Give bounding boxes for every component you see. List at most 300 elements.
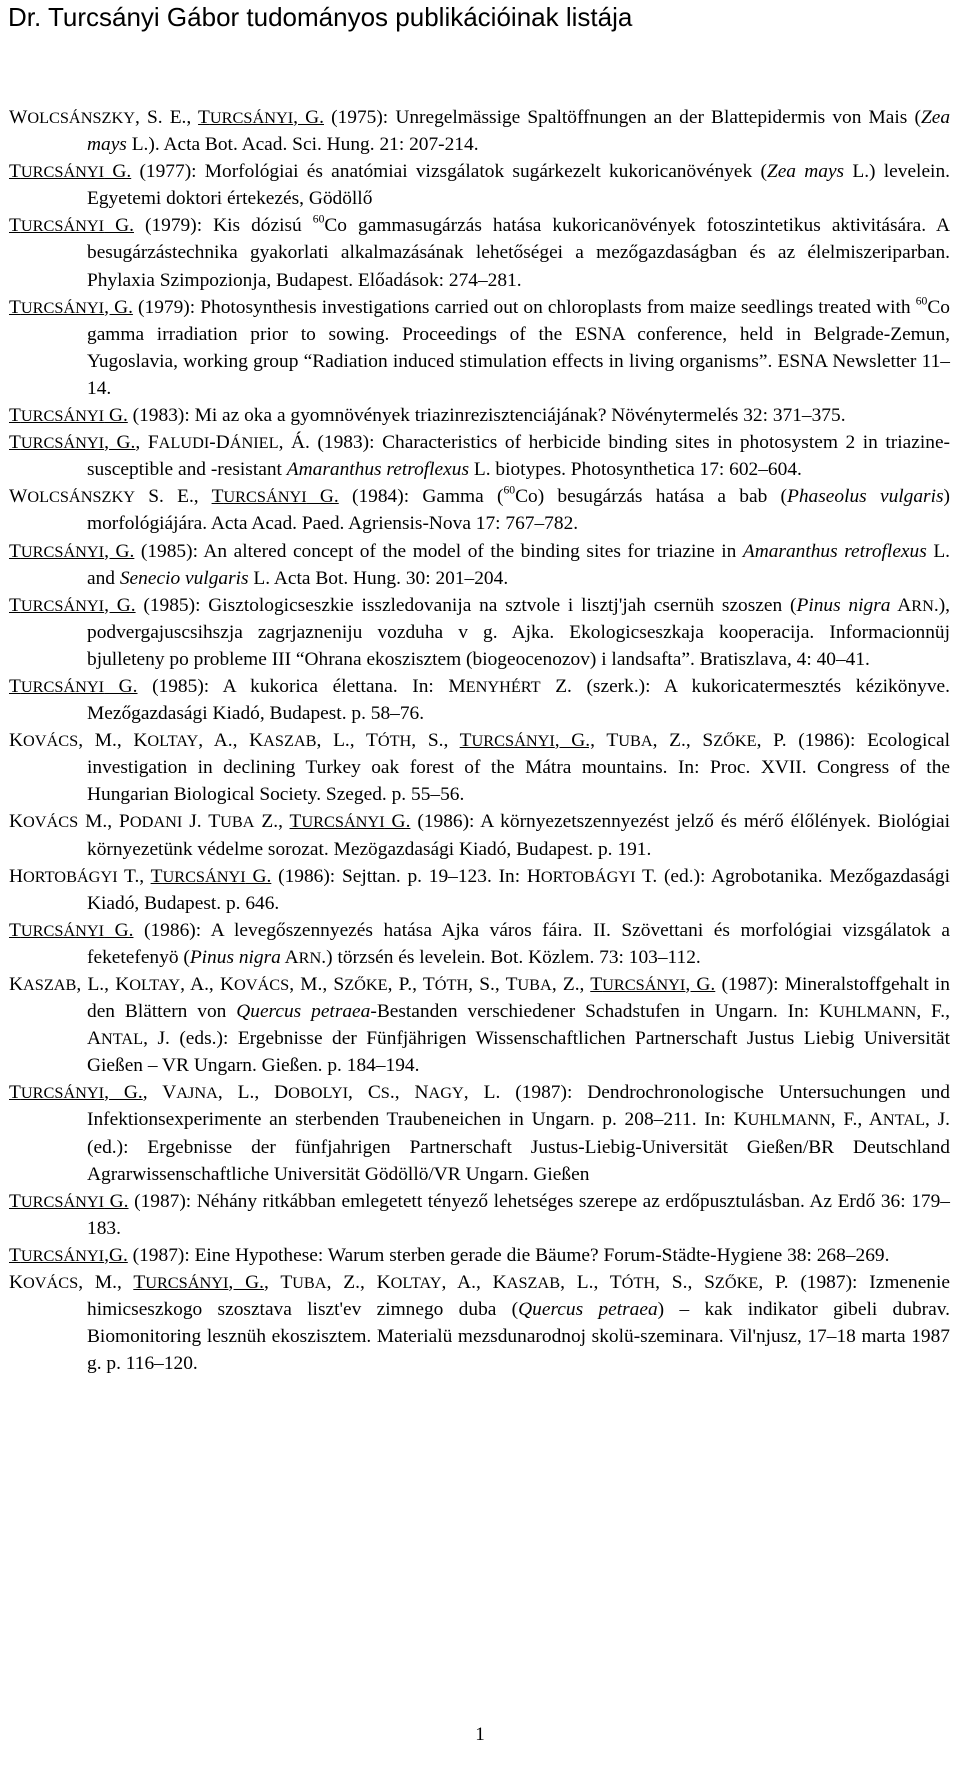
entry-text: .), podvergajuscsihszja zagrjazneniju vozduha v g. Ajka. Ekologicseszkaja kooperacija. Informacionnüj bjulleteny po probleme III “Ohrana ekoszisztem (biogeocenozov) i landsafta”. Bratiszlava, 4: 40–41. <box>87 594 950 670</box>
name-smallcaps: UBA <box>517 975 552 994</box>
name-initial: K <box>9 974 24 995</box>
text-run <box>87 1028 950 1076</box>
name-smallcaps: RN <box>911 595 934 615</box>
author-name <box>423 974 468 995</box>
author-name <box>493 1272 560 1293</box>
author-name <box>366 730 411 751</box>
name-smallcaps: ALUDI <box>158 433 210 453</box>
author-name <box>819 1001 916 1022</box>
publication-entry <box>9 158 950 212</box>
author-name <box>897 595 934 616</box>
publication-entry <box>9 1188 950 1242</box>
name-initial: T <box>133 1272 146 1294</box>
entry-text: M., <box>78 811 120 833</box>
text-run <box>128 405 846 426</box>
name-smallcaps: S <box>380 1083 390 1103</box>
author-name <box>87 1028 143 1049</box>
text-run <box>468 974 505 995</box>
author-name <box>9 1245 104 1266</box>
text-run <box>916 1001 950 1022</box>
author-name <box>734 1109 831 1130</box>
page-number: 1 <box>475 1724 485 1745</box>
name-initial: A <box>868 1109 883 1131</box>
author-name <box>869 1109 925 1130</box>
species-name: Phaseolus vulgaris <box>787 486 944 508</box>
publication-entry <box>9 1079 950 1187</box>
entry-text: , L., <box>76 974 116 995</box>
entry-text: S. E., <box>134 486 212 508</box>
text-run <box>120 568 249 589</box>
entry-text: Co) besugárzás hatása a bab ( <box>515 486 787 508</box>
entry-text: , M., <box>78 1272 134 1294</box>
name-initial: K <box>819 1001 834 1023</box>
author-name <box>115 974 180 995</box>
entry-text: G. <box>104 919 134 941</box>
text-run <box>249 568 509 589</box>
entry-text: (1977): Morfológiai és anatómiai vizsgálatok sugárkezelt kukoricanövények ( <box>131 161 767 183</box>
author-name <box>448 676 540 697</box>
name-smallcaps: ZŐKE <box>714 1273 759 1293</box>
name-smallcaps: NTAL <box>882 1110 926 1130</box>
entry-text: , G. <box>104 296 133 318</box>
name-smallcaps: URCSÁNYI <box>20 920 105 940</box>
entry-text: , J. (eds.): Ergebnisse der Fünfjährigen Wissenschaftlichen Partnerschaft Justus Liebig Universität Gießen – VR Ungarn. Gießen. p. 184–194. <box>87 1028 950 1077</box>
text-run <box>653 730 703 751</box>
text-run <box>198 730 249 751</box>
entry-text: (1983): Mi az oka a gyomnövények triazinrezisztenciájának? Növénytermelés 32: 371–375. <box>127 405 846 427</box>
author-name <box>148 432 209 453</box>
entry-text: , M., <box>289 974 334 995</box>
text-run <box>218 1082 274 1103</box>
name-initial: T <box>9 919 21 941</box>
author-name <box>702 730 756 751</box>
name-smallcaps: URCSÁNYI <box>20 162 105 182</box>
entry-text: (1979): Kis dózisú <box>133 215 313 237</box>
text-run <box>289 974 333 995</box>
entry-text: Co gamma irradiation prior to sowing. Proceedings of the ESNA conference, held in Belgrade-Zemun, Yugoslavia, working group “Radiation induced stimulation effects in living organisms”. ESNA Newsletter 11–14. <box>87 296 950 399</box>
name-smallcaps: URCSÁNYI <box>20 297 105 317</box>
text-run <box>385 811 411 832</box>
name-initial: T <box>280 1272 293 1294</box>
publication-entry <box>9 727 950 808</box>
name-initial: T <box>211 486 224 508</box>
name-smallcaps: ODANI <box>129 812 183 832</box>
author-name <box>216 432 279 453</box>
entry-text: , M., <box>78 730 134 752</box>
name-initial: T <box>459 730 472 752</box>
entry-text: G. <box>104 1190 129 1212</box>
entry-text: , G., <box>554 730 596 752</box>
entry-text: , Z., <box>652 730 703 752</box>
text-run <box>595 730 606 751</box>
name-smallcaps: ORTOBÁGYI <box>23 866 118 886</box>
text-run <box>118 866 151 887</box>
name-smallcaps: ASZAB <box>263 731 317 751</box>
name-smallcaps: URCSÁNYI <box>20 541 105 561</box>
entry-text: , J. (ed.): Ergebnisse der fünfjahrigen Partnerschaft Justus-Liebig-Universität Gießen/BR Deutschland Agrarwissenschaftliche Universität Gödöllö/VR Ungarn. Gießen <box>87 1109 950 1185</box>
entry-text: G. <box>104 405 128 427</box>
author-name <box>212 486 307 507</box>
entry-text: , S., <box>468 974 506 995</box>
name-initial: A <box>284 946 299 968</box>
name-initial: D <box>215 432 230 454</box>
name-initial: T <box>9 161 21 183</box>
text-run <box>271 866 527 887</box>
name-smallcaps: RN <box>298 947 322 967</box>
name-smallcaps: ORTOBÁGYI <box>540 866 636 886</box>
name-initial: W <box>9 486 28 508</box>
name-initial: T <box>9 540 21 562</box>
text-run <box>182 811 208 832</box>
publication-entry <box>9 592 950 673</box>
entry-text: , A., <box>180 974 220 995</box>
author-name <box>9 920 104 941</box>
text-run <box>104 595 136 616</box>
name-smallcaps: URCSÁNYI <box>301 812 385 832</box>
text-run <box>87 1191 950 1239</box>
name-smallcaps: OLTAY <box>147 731 199 751</box>
entry-text: (1987): Eine Hypothese: Warum sterben gerade die Bäume? Forum-Städte-Hygiene 38: 268–269. <box>127 1244 890 1266</box>
entry-text: L.) levelein. Egyetemi doktori értekezés, Gödöllő <box>87 161 950 210</box>
entry-text: , A., <box>441 1272 493 1294</box>
publication-entry <box>9 917 950 971</box>
name-smallcaps: ZŐKE <box>344 975 388 994</box>
text-run <box>442 1272 493 1293</box>
name-initial: T <box>198 107 210 128</box>
entry-text: ., <box>389 1082 415 1104</box>
entry-text: , S. E., <box>134 107 199 128</box>
text-run <box>831 1109 869 1130</box>
name-initial: T <box>422 974 435 995</box>
entry-text: Co gammasugárzás hatása kukoricanövények fotoszintetikus aktivitására. A besugárzástechnika gyakorlati alkalmazásának lehetőségei a mezőgazdaságban és az élelmiszeriparban. Phylaxia Szimpozionja, Budapest. Előadások: 274–281. <box>87 215 951 291</box>
author-name <box>133 730 198 751</box>
text-run <box>78 730 133 751</box>
author-name <box>133 1272 228 1293</box>
text-run <box>131 161 767 182</box>
entry-text: , F., <box>830 1109 869 1131</box>
name-smallcaps: UBA <box>220 812 255 832</box>
author-name <box>377 1272 442 1293</box>
text-run <box>348 1082 381 1103</box>
entry-text: , P. (1986): Ecological investigation in declining Turkey oak forest of the Mátra mountains. In: Proc. XVII. Congress of the Hungarian Biological Society. Szeged. p. 55–56. <box>87 730 950 806</box>
name-initial: S <box>702 730 714 752</box>
text-run <box>560 1272 610 1293</box>
entry-text: G. <box>104 161 132 183</box>
name-initial: K <box>733 1109 748 1131</box>
entry-text: L. biotypes. Photosynthetica 17: 602–604. <box>469 459 802 481</box>
author-name <box>9 486 135 507</box>
entry-text: , G. <box>293 107 324 128</box>
publication-entry <box>9 212 950 293</box>
text-run <box>104 920 133 941</box>
text-run <box>743 541 927 562</box>
entry-text: , G. <box>685 974 716 995</box>
author-name <box>9 297 104 318</box>
name-smallcaps: OLCSÁNSZKY <box>27 108 135 127</box>
text-run <box>287 459 469 480</box>
entry-text: , P. (1987): Izmenenie himicseszkogo szosztava liszt'ev zimnego duba ( <box>87 1272 950 1321</box>
name-smallcaps: OVÁCS <box>23 731 79 751</box>
name-smallcaps: ASZAB <box>23 975 77 994</box>
name-smallcaps: URCSÁNYI <box>20 1191 105 1211</box>
name-initial: T <box>9 1244 21 1266</box>
entry-text: , <box>135 432 148 454</box>
author-name <box>381 1082 390 1103</box>
entry-text: G. <box>384 811 411 833</box>
text-run <box>134 541 743 562</box>
author-name <box>220 974 289 995</box>
publication-entry <box>9 808 950 862</box>
author-name <box>274 1082 348 1103</box>
entry-text: , L., <box>217 1082 275 1104</box>
text-run <box>104 1245 128 1266</box>
superscript-wrap <box>503 483 516 507</box>
name-smallcaps: URCSÁNYI <box>209 108 294 127</box>
text-run <box>104 1191 128 1212</box>
entry-text: .) törzsén és levelein. Bot. Közlem. 73: 103–112. <box>321 946 701 968</box>
entry-text: L.). Acta Bot. Acad. Sci. Hung. 21: 207-214. <box>126 134 479 156</box>
name-smallcaps: URCSÁNYI <box>162 866 246 886</box>
text-run <box>555 730 595 751</box>
name-initial: T <box>609 1272 622 1294</box>
name-smallcaps: UHLMANN <box>833 1002 917 1022</box>
author-name <box>9 595 104 616</box>
entry-text: , Z., <box>326 1272 377 1294</box>
name-initial: K <box>376 1272 391 1294</box>
text-run <box>228 1272 264 1293</box>
text-run <box>104 405 128 426</box>
text-run <box>411 730 459 751</box>
name-initial: T <box>9 215 21 237</box>
text-run <box>469 459 802 480</box>
text-run <box>518 1299 658 1320</box>
name-smallcaps: URCSÁNYI <box>20 216 105 236</box>
name-initial: T <box>9 594 21 616</box>
text-run <box>135 486 212 507</box>
name-initial: V <box>162 1082 177 1104</box>
name-smallcaps: URCSÁNYI <box>471 731 555 751</box>
text-run <box>370 1001 819 1022</box>
text-run <box>104 541 134 562</box>
name-initial: K <box>9 730 24 752</box>
text-run <box>552 974 590 995</box>
text-run <box>236 1001 370 1022</box>
entry-text: ) – kak indikator gibeli dubrav. Biomonitoring lesznüh ekoszisztem. Materialü mezsdunarodnoj skolü-szeminara. Vil'njusz, 17–18 marta 1987 g. p. 116–120. <box>87 1299 950 1375</box>
text-run <box>104 432 135 453</box>
entry-text: , F., <box>916 1001 950 1023</box>
author-name <box>119 811 182 832</box>
name-smallcaps: AJNA <box>176 1083 218 1103</box>
name-smallcaps: URCSÁNYI <box>20 1083 105 1103</box>
publication-entry <box>9 1242 950 1269</box>
entry-text: (1984): Gamma ( <box>338 486 504 508</box>
entry-text: - <box>209 432 216 454</box>
name-initial: T <box>289 811 302 833</box>
name-initial: T <box>9 675 21 697</box>
text-run <box>78 811 119 832</box>
entry-text: ) morfológiájára. Acta Acad. Paed. Agriensis-Nova 17: 767–782. <box>87 486 950 535</box>
name-initial: D <box>274 1082 289 1104</box>
name-initial: T <box>9 1190 21 1212</box>
text-run <box>127 134 479 155</box>
name-initial: T <box>9 1082 21 1104</box>
entry-text: , A., <box>198 730 250 752</box>
name-smallcaps: ÓTH <box>377 731 412 751</box>
entry-text: Z., <box>254 811 290 833</box>
entry-text: (1985): A kukorica élettana. In: <box>137 675 449 697</box>
name-initial: K <box>133 730 148 752</box>
name-smallcaps: AGY <box>428 1083 464 1103</box>
text-run <box>76 974 115 995</box>
publication-entry <box>9 1269 950 1377</box>
name-smallcaps: URCSÁNYI <box>20 433 105 453</box>
name-initial: K <box>249 730 264 752</box>
name-initial: W <box>9 107 28 128</box>
author-name <box>9 405 104 426</box>
publication-entry <box>9 402 950 429</box>
author-name <box>280 1272 326 1293</box>
species-name: Zea mays <box>87 107 951 156</box>
name-smallcaps: OLTAY <box>129 975 181 994</box>
text-run <box>104 297 133 318</box>
text-run <box>307 486 339 507</box>
name-initial: A <box>897 594 912 616</box>
entry-text: (1979): Photosynthesis investigations carried out on chloroplasts from maize seedlings treated with <box>132 296 916 318</box>
name-smallcaps: ENYHÉRT <box>465 676 541 696</box>
author-name <box>208 811 254 832</box>
author-name <box>249 730 316 751</box>
author-name <box>290 811 385 832</box>
name-initial: N <box>414 1082 429 1104</box>
publication-entry <box>9 483 950 537</box>
author-name <box>460 730 555 751</box>
text-run <box>787 486 944 507</box>
name-smallcaps: ÁNIEL <box>229 433 279 453</box>
entry-text: T., <box>117 865 151 887</box>
name-smallcaps: URCSÁNYI <box>20 1245 105 1265</box>
text-run <box>104 676 137 697</box>
species-name: Amaranthus retroflexus <box>742 540 927 562</box>
name-initial: T <box>208 811 221 833</box>
author-name <box>198 107 293 128</box>
name-smallcaps: URCSÁNYI <box>20 595 105 615</box>
name-initial: M <box>448 675 466 697</box>
isotope-superscript: 60 <box>503 483 516 497</box>
name-initial: T <box>606 730 619 752</box>
author-name <box>9 1272 78 1293</box>
isotope-superscript: 60 <box>312 212 325 226</box>
entry-text: (1986): Sejttan. p. 19–123. In: <box>271 865 527 887</box>
name-smallcaps: URCSÁNYI <box>223 487 307 507</box>
publication-entry <box>9 538 950 592</box>
author-name <box>9 161 104 182</box>
entry-text: G. <box>104 675 138 697</box>
author-name <box>9 730 78 751</box>
author-name <box>610 1272 655 1293</box>
author-name <box>9 215 104 236</box>
entry-text: (1986): A levegőszennyezés hatása Ajka város fáira. II. Szövettani és morfológiai vizsgálatok a feketefenyö ( <box>87 919 950 968</box>
entry-text: L. and <box>87 540 951 589</box>
text-run <box>246 866 272 887</box>
name-smallcaps: UBA <box>618 731 653 751</box>
entry-text: , L., <box>560 1272 610 1294</box>
entry-text: , Z., <box>551 974 591 995</box>
name-initial: A <box>87 1028 102 1050</box>
name-initial: T <box>150 865 163 887</box>
entry-text: Z. (szerk.): A kukoricatermesztés kézikönyve. Mezőgazdasági Kiadó, Budapest. p. 58–76. <box>87 675 950 725</box>
name-smallcaps: URCSÁNYI <box>20 406 105 426</box>
entry-text: , P., <box>387 974 423 995</box>
page-title: Dr. Turcsányi Gábor tudományos publikációinak listája <box>8 2 633 32</box>
name-initial: S <box>333 974 345 995</box>
name-initial: P <box>119 811 130 833</box>
name-initial: K <box>9 811 24 833</box>
species-name: Quercus petraea <box>236 1001 371 1023</box>
entry-text: , C <box>348 1082 381 1104</box>
text-run <box>134 215 313 236</box>
text-run <box>796 595 890 616</box>
name-smallcaps: URCSÁNYI <box>602 975 686 994</box>
superscript-wrap <box>915 293 928 318</box>
name-initial: K <box>219 974 234 995</box>
text-run <box>135 107 198 128</box>
name-smallcaps: ZŐKE <box>713 731 757 751</box>
name-initial: K <box>9 1272 24 1294</box>
author-name <box>704 1272 758 1293</box>
entry-text: L. Acta Bot. Hung. 30: 201–204. <box>248 567 509 589</box>
publication-list <box>9 104 950 1377</box>
author-name <box>506 974 552 995</box>
text-run <box>339 486 504 507</box>
text-run <box>104 215 134 236</box>
text-run <box>254 811 289 832</box>
entry-text: , G. <box>104 594 136 616</box>
species-name: Amaranthus retroflexus <box>286 459 470 481</box>
publication-entry <box>9 104 950 158</box>
name-smallcaps: URCSÁNYI <box>145 1273 229 1293</box>
entry-text: G. <box>306 486 339 508</box>
entry-text: , G. <box>104 432 136 454</box>
entry-text: , L., <box>316 730 366 752</box>
text-run <box>104 1082 143 1103</box>
text-run <box>767 161 844 182</box>
isotope-superscript: 60 <box>915 293 928 307</box>
name-initial: S <box>704 1272 715 1294</box>
name-smallcaps: UHLMANN <box>747 1110 831 1130</box>
name-initial: K <box>115 974 130 995</box>
entry-text: (1986): A környezetszennyezést jelző és mérő élőlények. Biológiai környezetünk védelme sorozat. Mezögazdasági Kiadó, Budapest. p. 191. <box>87 811 950 860</box>
entry-text: (1987): Néhány ritkábban emlegetett tényező lehetséges szerepe az erdőpusztulásban. Az Erdő 36: 179–183. <box>87 1190 950 1239</box>
name-smallcaps: ASZAB <box>506 1273 561 1293</box>
text-run <box>390 1082 415 1103</box>
entry-text: , G. <box>104 1082 143 1104</box>
entry-text: ,G. <box>104 1244 128 1266</box>
name-initial: T <box>505 974 518 995</box>
name-smallcaps: OVÁCS <box>23 1273 79 1293</box>
author-name <box>606 730 652 751</box>
name-initial: T <box>365 730 378 752</box>
entry-text: , S., <box>411 730 460 752</box>
entry-text: , S., <box>655 1272 705 1294</box>
superscript-wrap <box>312 212 325 236</box>
entry-text: J. <box>182 811 209 833</box>
text-run <box>136 595 797 616</box>
entry-text: (1987): Mineralstoffgehalt in den Blättern von <box>87 974 950 1023</box>
text-run <box>190 947 281 968</box>
name-initial: K <box>492 1272 507 1294</box>
text-run <box>324 107 921 128</box>
name-smallcaps: ÓTH <box>434 975 469 994</box>
